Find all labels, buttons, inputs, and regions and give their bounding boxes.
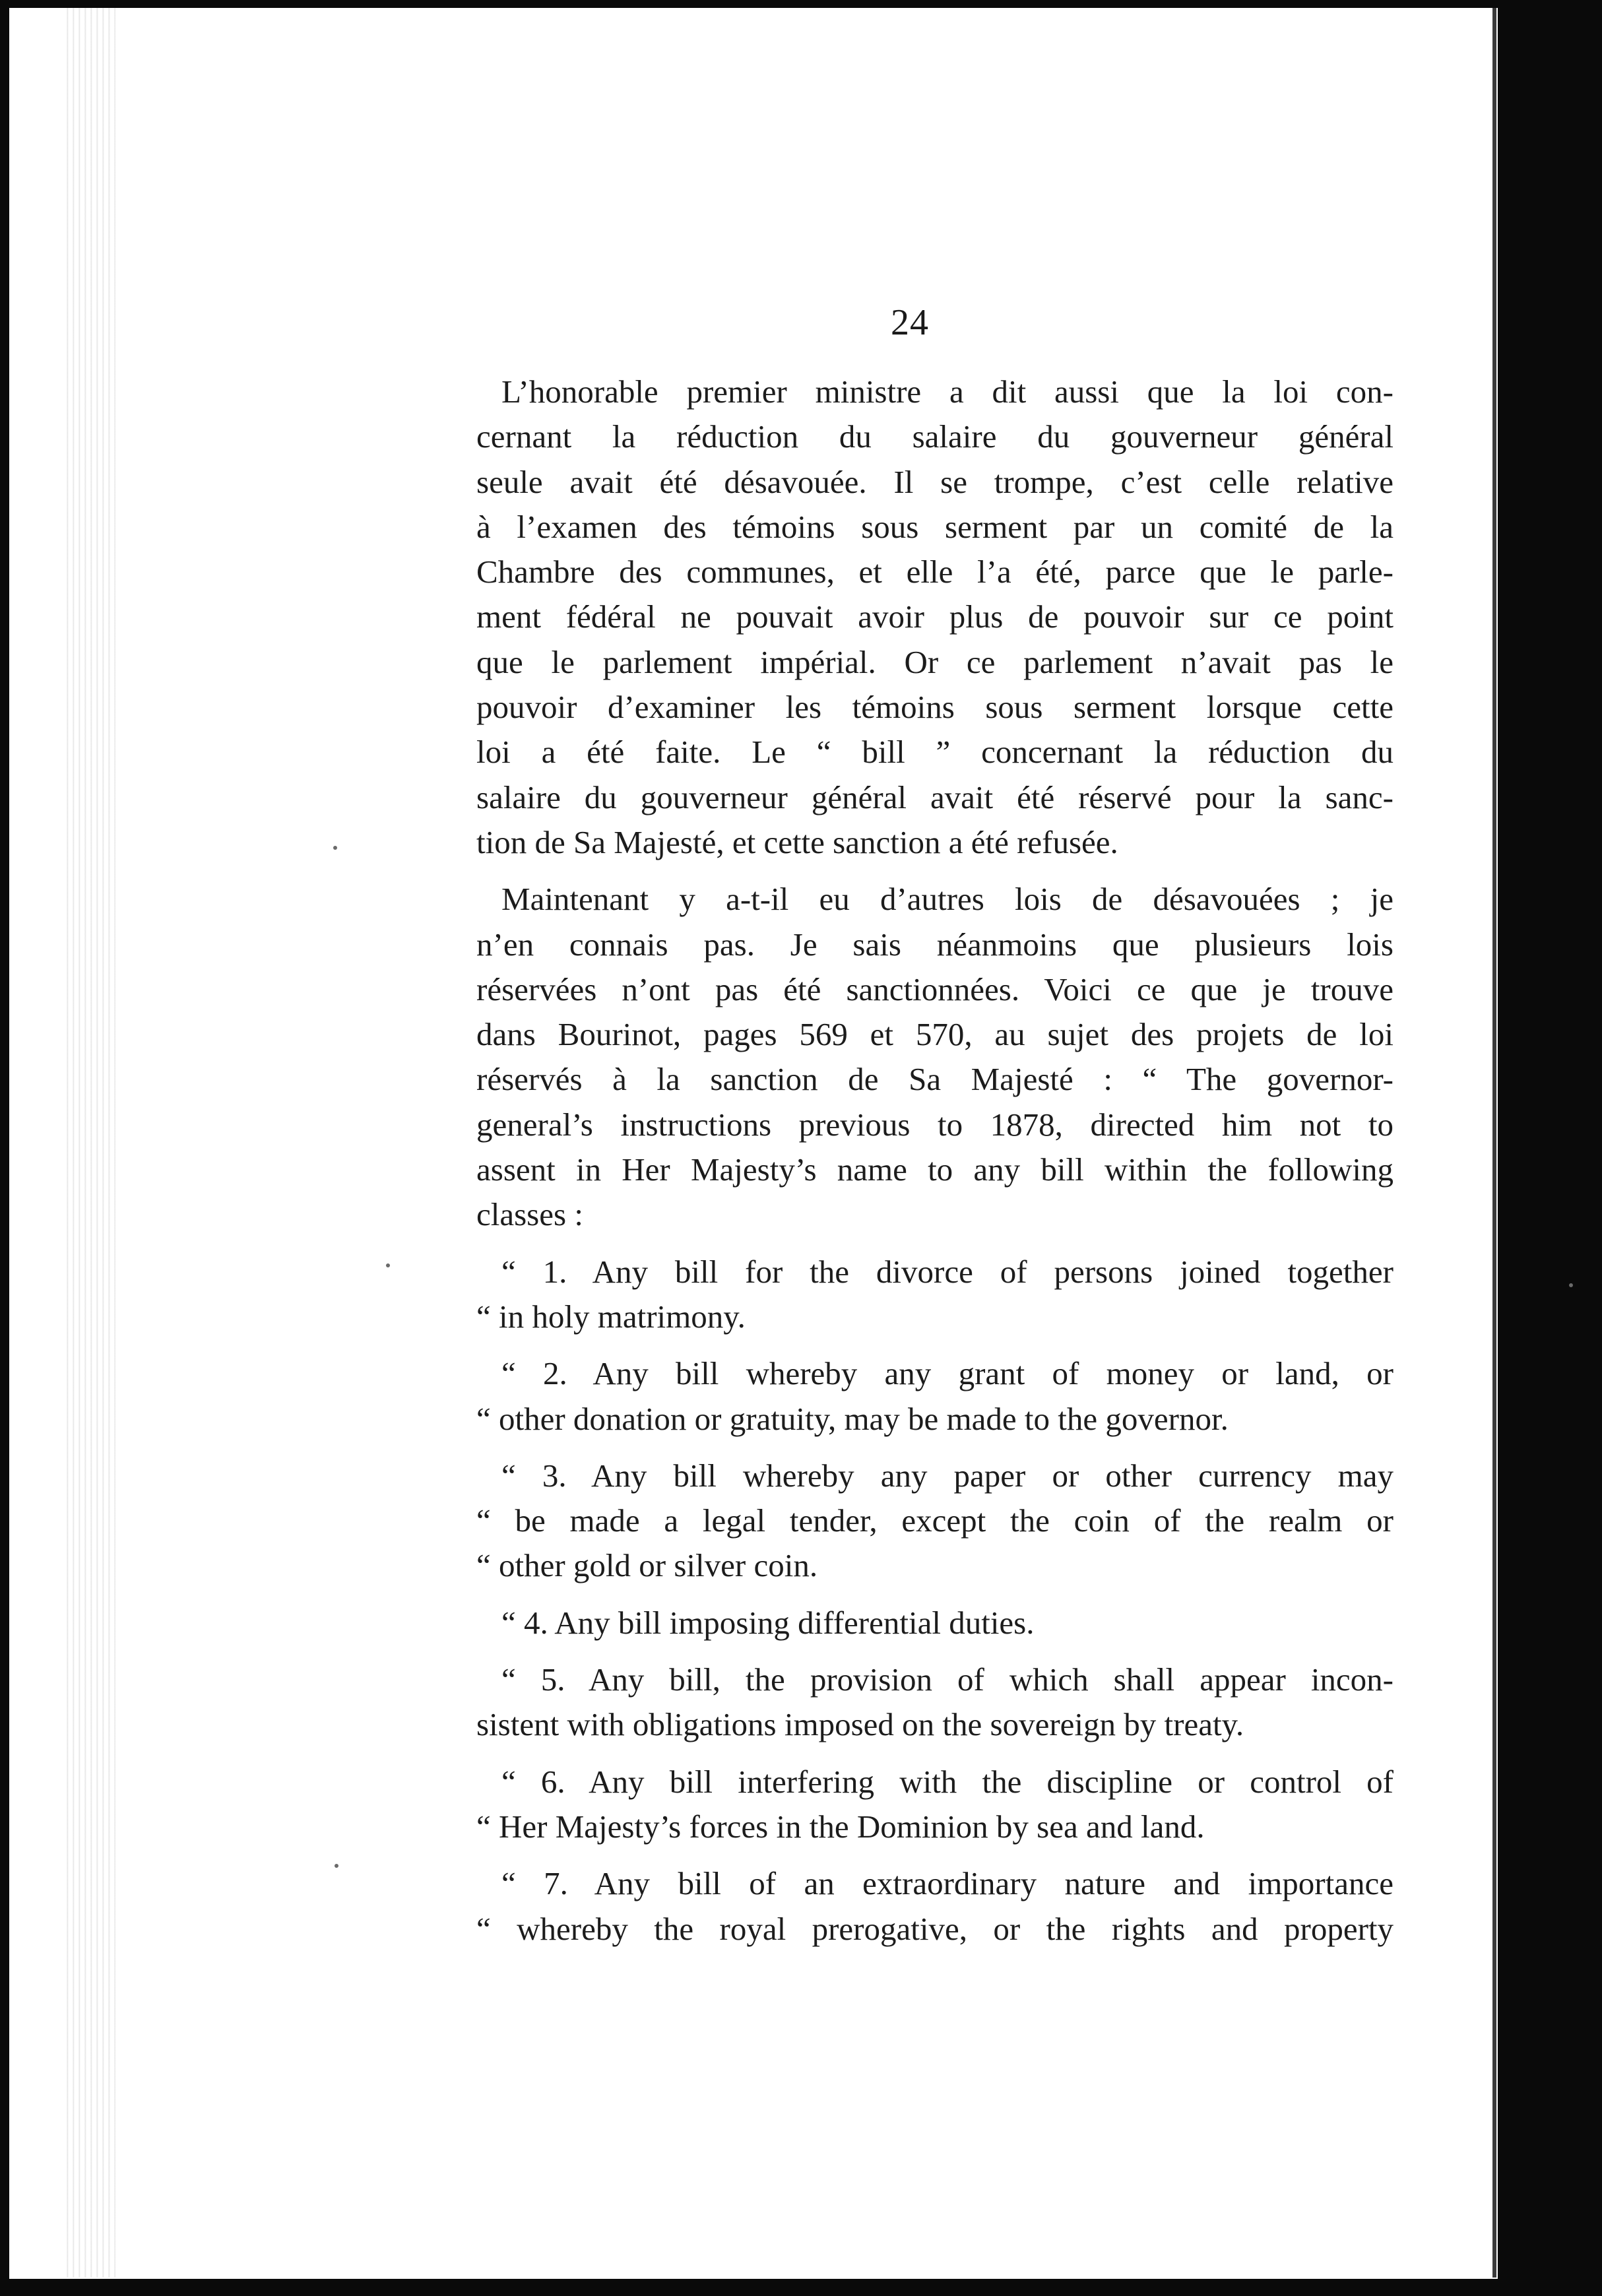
page-stack-edges — [63, 8, 115, 2278]
dust-speck — [333, 846, 337, 850]
text-line: que le parlement impérial. Or ce parlement n’avait pas le — [476, 643, 1394, 680]
text-line: “ 5. Any bill, the provision of which shall appear incon- — [501, 1661, 1394, 1698]
scan-border-left — [0, 0, 9, 2296]
scan-border-right — [1498, 0, 1602, 2296]
text-line: “ 7. Any bill of an extraordinary nature and importance — [501, 1865, 1394, 1902]
page-number: 24 — [891, 302, 929, 343]
list-item-7 — [476, 1861, 1394, 1952]
paragraph-2 — [476, 877, 1394, 1237]
text-line: pouvoir d’examiner les témoins sous serment lorsque cette — [476, 689, 1394, 726]
text-line: L’honorable premier ministre a dit aussi que la loi con- — [501, 373, 1394, 410]
text-line: ment fédéral ne pouvait avoir plus de pouvoir sur ce point — [476, 598, 1394, 635]
text-line: n’en connais pas. Je sais néanmoins que plusieurs lois — [476, 926, 1394, 963]
text-line: “ 2. Any bill whereby any grant of money or land, or — [501, 1355, 1394, 1392]
page-gutter-line — [1492, 8, 1496, 2278]
dust-speck — [1569, 1283, 1573, 1287]
text-line: à l’examen des témoins sous serment par un comité de la — [476, 508, 1394, 545]
list-item-2 — [476, 1351, 1394, 1442]
text-line: tion de Sa Majesté, et cette sanction a été refusée. — [476, 823, 1118, 860]
text-line: Chambre des communes, et elle l’a été, parce que le parle- — [476, 554, 1394, 590]
text-line: dans Bourinot, pages 569 et 570, au sujet des projets de loi — [476, 1016, 1394, 1053]
list-item-6 — [476, 1760, 1394, 1850]
text-line: salaire du gouverneur général avait été réservé pour la sanc- — [476, 779, 1394, 815]
text-line: “ be made a legal tender, except the coin of the realm or — [476, 1502, 1394, 1539]
text-line: “ other gold or silver coin. — [476, 1547, 818, 1584]
text-line: Maintenant y a-t-il eu d’autres lois de désavouées ; je — [501, 881, 1394, 918]
text-line: loi a été faite. Le “ bill ” concernant la réduction du — [476, 734, 1394, 771]
text-line: réservés à la sanction de Sa Majesté : “ The governor- — [476, 1061, 1394, 1098]
text-line: sistent with obligations imposed on the sovereign by treaty. — [476, 1706, 1244, 1743]
scan-border-bottom — [0, 2279, 1602, 2296]
body-text — [476, 369, 1394, 1952]
text-line: seule avait été désavouée. Il se trompe, c’est celle relative — [476, 463, 1394, 500]
text-line: general’s instructions previous to 1878, directed him not to — [476, 1106, 1394, 1143]
text-line: cernant la réduction du salaire du gouverneur général — [476, 418, 1394, 455]
list-item-4 — [476, 1601, 1394, 1645]
text-line: “ 3. Any bill whereby any paper or other currency may — [501, 1457, 1394, 1494]
dust-speck — [335, 1864, 338, 1868]
list-item-1 — [476, 1250, 1394, 1340]
text-line: “ 6. Any bill interfering with the discipline or control of — [501, 1763, 1394, 1800]
text-line: réservées n’ont pas été sanctionnées. Voici ce que je trouve — [476, 971, 1394, 1007]
paragraph-1 — [476, 369, 1394, 865]
text-line: “ 4. Any bill imposing differential duties. — [501, 1604, 1035, 1641]
text-line: “ in holy matrimony. — [476, 1298, 746, 1335]
list-item-5 — [476, 1657, 1394, 1748]
text-line: “ Her Majesty’s forces in the Dominion by sea and land. — [476, 1808, 1205, 1845]
text-line: “ other donation or gratuity, may be made to the governor. — [476, 1400, 1229, 1437]
list-item-3 — [476, 1453, 1394, 1589]
text-line: classes : — [476, 1196, 583, 1233]
text-line: “ whereby the royal prerogative, or the rights and property — [476, 1910, 1394, 1947]
text-line: assent in Her Majesty’s name to any bill within the following — [476, 1151, 1394, 1188]
scan-border-top — [0, 0, 1602, 8]
dust-speck — [386, 1263, 390, 1267]
text-line: “ 1. Any bill for the divorce of persons joined together — [501, 1253, 1394, 1290]
